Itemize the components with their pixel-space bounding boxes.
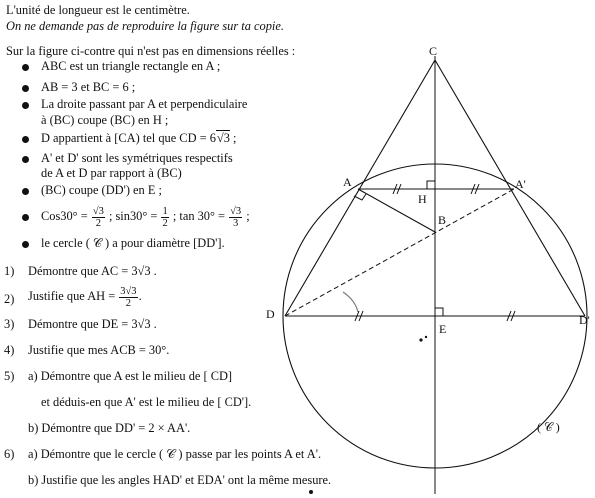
stray-dot: [309, 490, 313, 494]
label-a: A: [343, 175, 352, 189]
ah-denominator: 2: [125, 297, 132, 309]
question-5a-continuation: et déduis-en que A' est le milieu de [ CD'].: [41, 395, 252, 409]
question-4-number: 4): [4, 343, 15, 357]
question-5-number: 5): [4, 369, 15, 383]
label-d: D: [266, 307, 275, 321]
hypothesis-8: le cercle ( 𝒞 ) a pour diamètre [DD'].: [41, 236, 225, 250]
cos-denominator: 2: [95, 217, 101, 229]
hypothesis-4-text: D appartient à [CA) tel que CD = 6: [41, 131, 216, 145]
label-c: C: [429, 44, 438, 58]
angle-arc-d: [343, 292, 358, 312]
sin-label: ; sin30° =: [105, 209, 158, 223]
question-1-number: 1): [4, 264, 15, 278]
tan-end: ;: [243, 209, 250, 223]
question-5a: a) Démontre que A est le milieu de [ CD]: [28, 369, 233, 383]
question-2-end: .: [138, 289, 142, 303]
question-2-number: 2): [4, 292, 15, 306]
question-3: Démontre que DE = 3√3 .: [28, 317, 157, 331]
segment-cd-prime: [435, 60, 585, 316]
sqrt-value: √3: [216, 131, 230, 145]
hypothesis-4-end: ;: [229, 131, 237, 145]
ah-numerator: 3√3: [120, 285, 137, 297]
segment-da-prime: [285, 189, 514, 316]
right-angle-e: [435, 308, 443, 316]
question-6-number: 6): [4, 447, 15, 461]
unit-line: L'unité de longueur est le centimètre.: [6, 3, 190, 17]
question-6b: b) Justifie que les angles HAD' et EDA' ont la même mesure.: [28, 473, 332, 487]
label-circle: ( 𝒞 ): [537, 420, 560, 434]
right-angle-h: [427, 181, 435, 189]
tan-denominator: 3: [233, 217, 239, 229]
sin-numerator: 1: [162, 205, 168, 217]
sin-denominator: 2: [162, 217, 168, 229]
label-d-prime: D': [579, 313, 590, 327]
question-5b: b) Démontre que DD' = 2 × AA'.: [28, 421, 191, 435]
question-2-text: Justifie que AH =: [28, 289, 116, 303]
hypothesis-5b: de A et D par rapport à (BC): [41, 166, 182, 180]
label-a-prime: A': [515, 177, 526, 191]
hypothesis-6: (BC) coupe (DD') en E ;: [41, 183, 162, 197]
stray-dot: [425, 336, 427, 338]
tan-label: ; tan 30° =: [169, 209, 226, 223]
label-h: H: [418, 192, 427, 206]
label-e: E: [439, 322, 447, 336]
hypothesis-1: ABC est un triangle rectangle en A ;: [41, 59, 221, 73]
segment-cd: [285, 60, 435, 316]
stray-dot: [419, 338, 422, 341]
cos-numerator: √3: [92, 205, 104, 217]
hypothesis-3b: à (BC) coupe (BC) en H ;: [41, 113, 169, 127]
intro-line: Sur la figure ci-contre qui n'est pas en dimensions réelles :: [6, 44, 296, 58]
question-6a: a) Démontre que le cercle ( 𝒞 ) passe par les points A et A'.: [28, 447, 322, 461]
tan-numerator: √3: [230, 205, 242, 217]
hypothesis-3a: La droite passant par A et perpendiculaire: [41, 97, 248, 111]
hypothesis-5a: A' et D' sont les symétriques respectifs: [41, 151, 233, 165]
note-line: On ne demande pas de reproduire la figure sur ta copie.: [6, 19, 284, 33]
hypothesis-2: AB = 3 et BC = 6 ;: [41, 80, 136, 94]
question-4: Justifie que mes ACB = 30°.: [28, 343, 170, 357]
label-b: B: [438, 213, 447, 227]
cos-label: Cos30° =: [41, 209, 88, 223]
question-1: Démontre que AC = 3√3 .: [28, 264, 157, 278]
question-3-number: 3): [4, 317, 15, 331]
